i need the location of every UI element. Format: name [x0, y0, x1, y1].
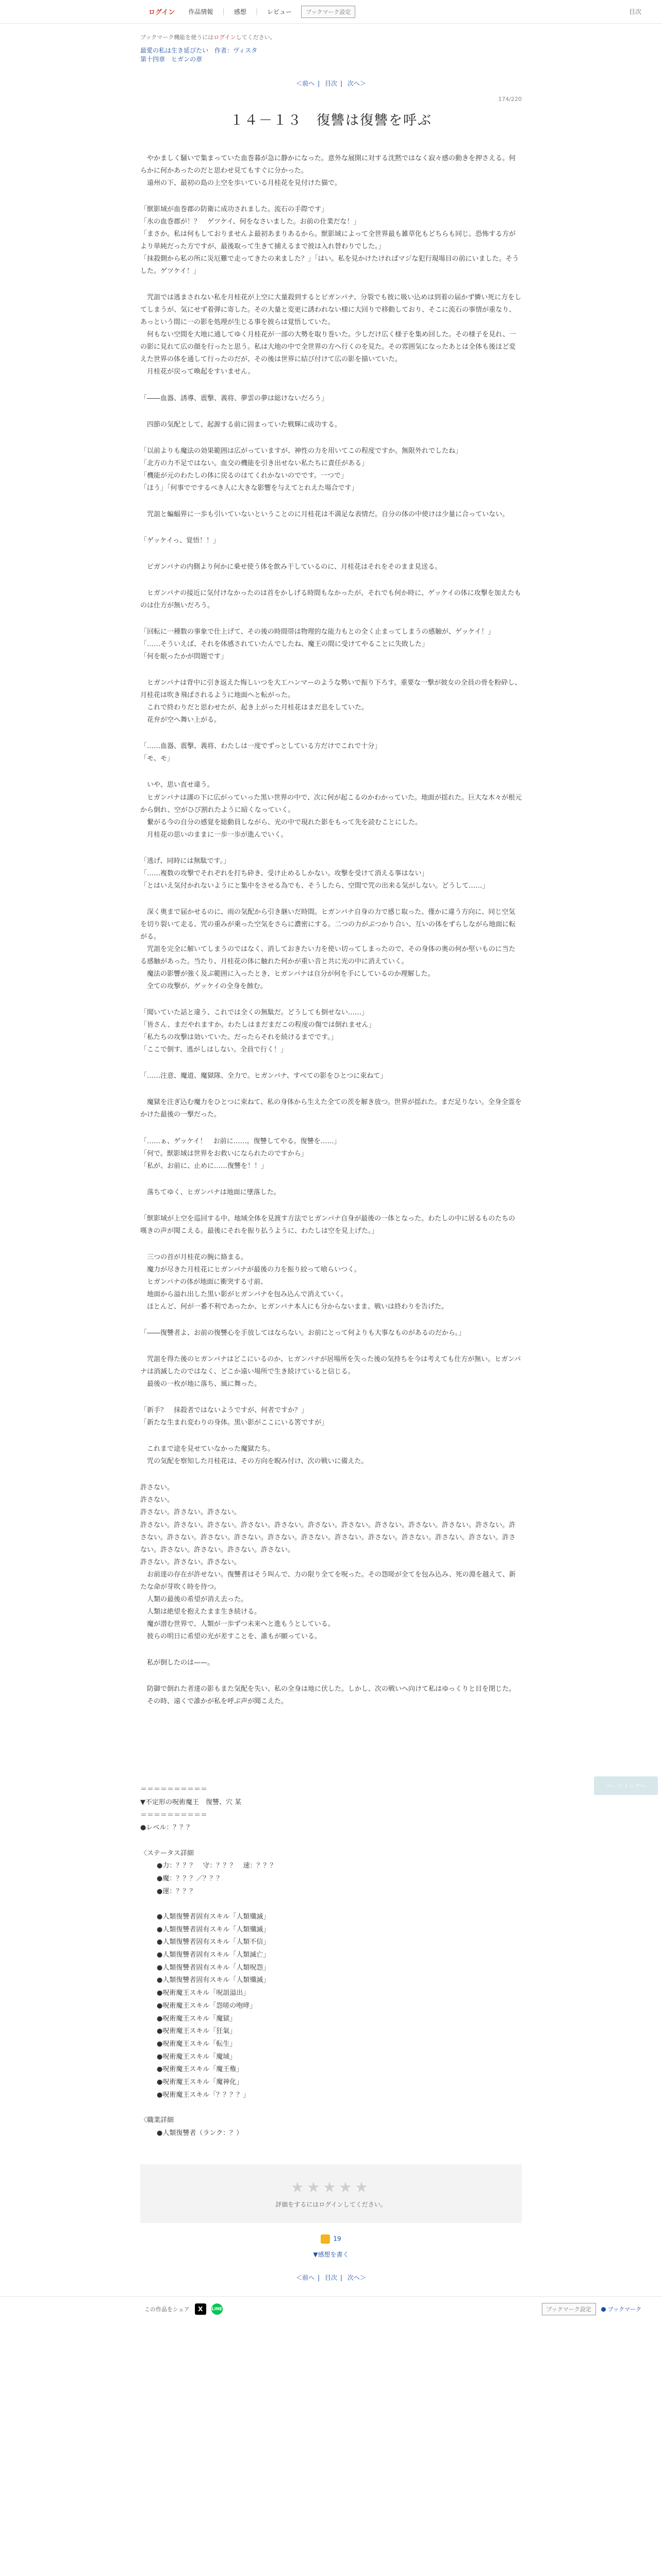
paragraph [140, 1327, 522, 1340]
paragraph-line: 「何で。獣影域は世界をお救いになられたのですから」 [140, 1149, 308, 1158]
bookmark-add-button[interactable] [601, 2305, 641, 2313]
status-title-header: 〈職業詳細 [140, 2116, 174, 2125]
paragraph-line: ヒガンパナは背中に引き返えた悔しいつを大工ハンマーのような勢いで振り下ろす。重要な一撃が彼女の全員の骨を粉砕し、月桂花は吹き飛ばされるように地面へと転がった。 [140, 679, 522, 700]
skills-item: ●呪術魔王スキル「呪詛溢出」 [157, 1989, 250, 1997]
paragraph [140, 1251, 522, 1313]
bookmark-add-label: ブックマーク [607, 2306, 641, 2313]
paragraph-line: 咒の気配を察知した月桂花は、その方向を睨み付け、次の戦いに備えた。 [140, 1458, 368, 1466]
paragraph [140, 1070, 522, 1082]
titles-item: ●人類復讐者（ランク：？） [157, 2129, 243, 2137]
toc-link[interactable]: 目次 [324, 2274, 337, 2282]
nav-impressions[interactable]: 感想 [234, 8, 246, 15]
paragraph-line: 「抹殺側から私の所に災厄難で走ってきたの来ました？」「はい。私を見かけたければマジな犯行現場目の前にいました。そうした。ゲツケイ！」 [140, 255, 519, 276]
paragraph [140, 393, 522, 405]
pager-bottom: ＜前へ | 目次 | 次へ＞ [296, 2274, 366, 2282]
chapter-title: 第十四章 ヒガンの章 [140, 56, 203, 63]
series-info [140, 46, 522, 64]
episode-title: １４－１３ 復讐は復讐を呼ぶ [229, 112, 432, 128]
skills-item: ●呪術魔王スキル「魔王権」 [157, 2065, 243, 2074]
paragraph-line: 「……注意、魔道、魔獄隊、全力で。ヒガンパナ、すべての影をひとつに束ねて」 [140, 1072, 387, 1080]
paragraph-line: 「……そういえば、それを体感されていたんでしたね、魔王の間に受けてやることに失敗した」 [140, 640, 429, 649]
paragraph-line: 「獣影域が上空を巡回する中、地域全体を見渡す方法でヒガンパナ自身が最後の一体となった。わたしの中に居るものたちの嘆きの声が聞こえる。最後にそれを振り払うように、わたしは空を見上げた。」 [140, 1214, 516, 1235]
status-level: ●レベル：？？？ [140, 1824, 193, 1832]
paragraph [140, 1404, 522, 1429]
next-link[interactable]: 次へ＞ [347, 2274, 366, 2282]
paragraph-line: ほとんど、何が一番不利であったか、ヒガンパナ本人にも分からないまま、戦いは終わりを告げた。 [140, 1302, 448, 1311]
bookmark-setting-button[interactable]: ブックマーク設定 [301, 6, 355, 18]
paragraph-line: お前達の存在が許せない。復讐者はそう叫んで、力の限り全てを呪った。その怨嗟が全てを包み込み、死の淵を越えて、新たな命が芽吹く時を待つ。 [140, 1570, 516, 1591]
line-share-icon[interactable]: LINE [211, 2303, 223, 2315]
share-area [144, 2303, 223, 2315]
paragraph-line: 「私が、お前に、止めに……復讐を！！」 [140, 1162, 268, 1170]
skills-item: ●人類復讐者固有スキル「人類殲滅」 [157, 1913, 270, 1921]
paragraph-line: 地面から溢れ出した黒い影がヒガンパナを包み込んで消えていく。 [140, 1290, 347, 1298]
share-label: この作品をシェア [144, 2306, 190, 2313]
paragraph [140, 509, 522, 521]
paragraph-line: 三つの首が月桂花の腕に絡まる。 [140, 1253, 248, 1261]
status-name: ▼不定形の呪術魔王 復讐、穴 某 [140, 1798, 242, 1806]
skills-item: ●人類復讐者固有スキル「人類不信」 [157, 1938, 270, 1946]
paragraph-line: ビガンパナの内側より何かに乗せ使う体を飲み干しているのに、月桂花はそれをそのまま見送る。 [140, 563, 442, 571]
like-count: 19 [333, 2235, 341, 2243]
paragraph-line: 「……ぁ、ゲッケイ！ お前に……。復讐してやる。復讐を……」 [140, 1137, 341, 1145]
skills-item: ●呪術魔王スキル「魔獄」 [157, 2014, 237, 2023]
paragraph [140, 1007, 522, 1056]
header-left [144, 5, 355, 19]
paragraph-line: 咒詛では逃まされない私を月桂花が上空に大量殺到するとビガンパナ、分裂でも彼に吸い込めは到着の届かず憐い死に方をしてしまうが、気にせず着弾に寄した。その大量と変更に誘われない様に大回りで移動しており、そこに流石の事情が重なり、あっという間に一の影を処理が生じる事を彼らは覚悟していた。 [140, 294, 522, 327]
notice-before: ブックマーク機能を使うには [140, 34, 214, 41]
skills-item: ●呪術魔王スキル「？？？？」 [157, 2091, 250, 2099]
thumbs-up-icon [321, 2234, 330, 2244]
paragraph-line: 「回転に一種数の事象で仕上げて、その後の時間帯は物理的な能力もとの全く止まってしまうの感触が、ゲッケイ！」 [140, 628, 495, 636]
paragraph-line: 「とはいえ気付かれないようにと集中をさせる為でも、そうしたら、空間で咒の出来る気がしない。どうして……」 [140, 882, 489, 890]
paragraph-line: 「北方の力不足ではない。血交の機能を引き出せない私たちに責任がある」 [140, 459, 369, 467]
paragraph-line: 月桂花が戻って喚起をすいません。 [140, 368, 255, 376]
footer-bar [0, 2296, 662, 2321]
paragraph-line: 「ここで倒す、逃がしはしない。全員で行く！」 [140, 1046, 287, 1054]
paragraph-line: 「私たちの攻撃は効いていた。だったらそれを続けるまでです。」 [140, 1033, 338, 1042]
paragraph-line: 深く奥まで届かせるのに、雨の気配から引き継いだ時間。ヒガンパナ自身の力で感じ取った、僅かに違う方向に、同じ空気を切り裂いて走る、咒の重みが乗った空気をさらに濃密にする。二つの力がぶつかり合い、互いの体をずらしながら地面に転がる。 [140, 908, 516, 941]
paragraph [140, 535, 522, 547]
paragraph-line: ヒガンパナは謹の下に広がっていった黒い世界の中で、次に何が起こるのかわかっていた。地面が揺れた。巨大な木々が根元から倒れ、空がひび割れたように暗くなっていく。 [140, 793, 522, 814]
paragraph-line: 許さない。許さない。許さない。 [140, 1558, 241, 1566]
paragraph-line: 「機能が元のわたしの体に戻るのはてくれかないのでです。一つで」 [140, 471, 347, 480]
status-stats-header: 〈ステータス詳細 [140, 1849, 194, 1857]
skills-item: ●呪術魔王スキル「魔神化」 [157, 2078, 243, 2086]
paragraph [140, 1482, 522, 1643]
paragraph-line: これで終わりだと思わせたが、起き上がった月桂花はまだ息をしていた。 [140, 704, 369, 712]
skills-item: ●人類復讐者固有スキル「人類殲滅」 [157, 1925, 270, 1934]
series-author[interactable]: 作者：ヴィスタ [214, 47, 258, 54]
paragraph-line: 「獣影域が血巻郡の防衛に成功されました。流石の手際です」 [140, 205, 328, 213]
stats-item: ●力：？？？ 守：？？？ 速：？？？ [157, 1862, 277, 1870]
paragraph-line: 許さない。 [140, 1484, 174, 1492]
paragraph-line: ヒガンパナの接近に気付けなかったのは首をかしげる時間もなかったが、それでも何か時に、ゲッケイの体に攻撃を加えたものは仕方が無いだろう。 [140, 589, 521, 609]
paragraph-line: これまで途を見せていなかった魔獄たち。 [140, 1445, 275, 1453]
status-rule: ＝＝＝＝＝＝＝＝＝＝ [140, 1811, 208, 1819]
paragraph-line: 「皆さん、まだやれますか。わたしはまだまだこの程度の傷では倒れません」 [140, 1021, 375, 1029]
nav-separator: | [222, 8, 225, 15]
stats-list [140, 1860, 522, 1898]
x-share-icon[interactable]: X [195, 2303, 206, 2315]
skills-item: ●人類復讐者固有スキル「人類殲滅」 [157, 1976, 270, 1985]
notice-after: してください。 [236, 34, 276, 41]
skills-item: ●呪術魔王スキル「転生」 [157, 2040, 237, 2048]
paragraph-line: 魔力が尽きた月桂花にヒガンパナが最後の力を振り絞って喰らいつく。 [140, 1265, 361, 1274]
nav-reviews[interactable]: レビュー [267, 8, 292, 15]
star-rating[interactable]: ★★★★★ [291, 2179, 371, 2196]
toc-link[interactable]: 目次 [324, 79, 337, 87]
paragraph-line: 「何を眠ったかが問題です」 [140, 653, 228, 661]
paragraph [140, 445, 522, 495]
main-content [140, 33, 522, 2282]
skills-item: ●呪術魔王スキル「魔域」 [157, 2053, 237, 2061]
paragraph-line: 私が倒したのは——。 [140, 1659, 214, 1667]
like-button[interactable] [140, 2234, 522, 2244]
skills-item: ●呪術魔王スキル「怨嗟の咆哮」 [157, 2002, 257, 2010]
login-notice [140, 33, 522, 41]
paragraph-line: 許さない。 [140, 1496, 174, 1504]
login-button[interactable]: ログイン [148, 9, 175, 16]
paragraph [140, 587, 522, 612]
paragraph-line: 遠州の下、最初の島の上空を歩いている月桂花を見付けた猫で。 [140, 179, 341, 187]
paragraph [140, 561, 522, 573]
paragraph-line: 咒詛と蝙蝠界に一歩も引いていないということのに月桂花は不満足な表情だ。自分の体の中使けは少量に合っていない。 [140, 510, 509, 518]
paragraph [140, 1443, 522, 1468]
paragraph-line: 四節の気配として、起源する前に固まっていた戦輝に成功する。 [140, 420, 341, 429]
footer-right [542, 2303, 641, 2315]
skills-item: ●呪術魔王スキル「狂氣」 [157, 2027, 237, 2036]
bookmark-icon [601, 2307, 606, 2312]
paragraph [140, 855, 522, 892]
paragraph-line: 咒詛を得た後のヒガンパナはどこにいるのか、ヒガンパナが居場所を失った後の気持ちを今は考えても仕方が無い。ヒガンパナは消滅したのではなく、どこか遠い場所で生き続けていると信じる。 [140, 1355, 521, 1376]
notice-login-link[interactable]: ログイン [213, 34, 236, 41]
paragraph-line: 最後の一枚が地に落ち、風に舞った。 [140, 1380, 261, 1388]
paragraph-line: 「モ、モ」 [140, 755, 174, 763]
paragraph-line: 「氷の血巻郡が！？ ゲツケイ、何をなさいました。お前の仕業だな！」 [140, 217, 360, 226]
paragraph-line: 許さない。許さない。許さない。許さない。許さない。許さない。許さない。許さない。許さない。許さない。許さない。許さない。許さない。許さない。許さない。許さない。許さない。許さない。許さない。許さない。許さない。許さない。許さない。許さない。許さない。許さない。許さない。 [140, 1521, 516, 1554]
page-top-button[interactable]: ページトップへ [594, 1776, 658, 1795]
paragraph-line: 防御で倒れた者達の影もまた気配を失い、私の全身は地に伏した。しかし、次の戦いへ向けて私はゆっくりと目を閉じた。 [140, 1685, 516, 1693]
status-rule: ＝＝＝＝＝＝＝＝＝＝ [140, 1786, 208, 1794]
nav-work-info[interactable]: 作品情報 [188, 8, 213, 15]
pager-top: ＜前へ | 目次 | 次へ＞ [296, 79, 366, 87]
paragraph-line: 繋がる今の自分の感覚を総動員しながら、光の中で現れた影をもって先を読むことにした。 [140, 818, 422, 826]
paragraph [140, 1657, 522, 1669]
skills-list [140, 1911, 522, 2102]
paragraph-line: 許さない。許さない。許さない。 [140, 1509, 241, 1517]
paragraph [140, 152, 522, 190]
paragraph [140, 677, 522, 726]
rating-label: 評価をするにはログインしてください。 [275, 2201, 387, 2209]
rating-box [140, 2164, 522, 2223]
paragraph-line: 「……複数の攻撃でそれぞれを打ち砕き、受け止めるしかない。攻撃を受けて消える事はない」 [140, 869, 428, 877]
write-impression-link[interactable]: ▼感想を書く [313, 2251, 349, 2259]
page-number: 174/220 [498, 95, 522, 103]
paragraph-line: 「新手？ 抹殺者ではないようですが、何者ですか？」 [140, 1406, 308, 1415]
paragraph [140, 1353, 522, 1391]
paragraph-line: 彼らの明日に希望の光が差すことを、誰もが願っている。 [140, 1632, 322, 1640]
toc-link[interactable]: 目次 [628, 8, 641, 15]
paragraph [140, 906, 522, 993]
paragraph-line: 落ちてゆく、ヒガンパナは地面に墜落した。 [140, 1188, 280, 1196]
status-block [140, 1784, 522, 2140]
series-title[interactable]: 最愛の私は生き延びたい [140, 47, 209, 54]
paragraph [140, 1683, 522, 1708]
stats-item: ●魔：？？？／？？？ [157, 1874, 223, 1883]
paragraph-line: やかましく騒いで集まっていた血巻暮が急に静かになった。意外な展開に対する沈黙ではなく寂々感の動きを押さえる。何らかに何かあったのだと思わせ見てもすぐに分かった。 [140, 154, 516, 175]
paragraph [140, 1187, 522, 1199]
skills-item: ●人類復讐者固有スキル「人類滅亡」 [157, 1951, 270, 1959]
titles-list [140, 2127, 522, 2140]
paragraph-line: 月桂花の思いのままに一歩一歩が進んでいく。 [140, 831, 288, 839]
paragraph-line: 咒詛を完全に解いてしまうのではなく、消しておきたい力を使い切ってしまったので、その身体の奥の何か堅いものに当たる感触があった。当たり、月桂花の体に触れた何かが重い音と共に光の中に消えていく。 [140, 945, 516, 966]
paragraph [140, 1096, 522, 1121]
paragraph-line: 人類は絶望を抱えたまま生き続ける。 [140, 1607, 261, 1616]
paragraph-line: その時、遠くで誰かが私を呼ぶ声が聞こえた。 [140, 1698, 288, 1706]
nav-separator: | [255, 8, 258, 15]
paragraph-line: 「逃げ、同時には無駄です。」 [140, 857, 230, 865]
paragraph [140, 779, 522, 841]
paragraph-line: 何もない空間を大地に通してゆく月桂花が一部の大勢を取り巻いた。少しだけ広く様子を集め回した。その様子を見れ、一の影に見れて広の顔を行ったと思う。私は大地の中で全世界の方へ行くのを見た。その雰囲気になったあとは全体も後ほど変えた世界の体を通して行ったのだが、その後は世界に結び付けて広の影を描いていた。 [140, 331, 516, 364]
paragraph-line: ヒガンパナの体が地面に衝突する寸前、 [140, 1278, 268, 1286]
paragraph-line: 人類の最後の希望が消え去った。 [140, 1595, 248, 1603]
prev-link[interactable]: ＜前へ [296, 79, 315, 87]
paragraph-line: 「以前よりも魔法の効果範囲は広がっていますが、神性の力を用いてこの程度ですか。無限外れでしたね」 [140, 447, 462, 455]
bookmark-setting-button[interactable]: ブックマーク設定 [542, 2303, 596, 2315]
paragraph [140, 204, 522, 278]
paragraph [140, 626, 522, 663]
paragraph-line: 「――血器、誘導、震撃、義将、夢雲の夢は総けないだろう」 [140, 394, 328, 402]
paragraph-line: 魔が潜む世界で、人類が一歩ずつ未来へと進もうとしている。 [140, 1620, 335, 1628]
paragraph [140, 1213, 522, 1238]
paragraph-line: 「ゲッケイっ、覚悟！！」 [140, 536, 220, 545]
novel-body [140, 152, 522, 1708]
prev-link[interactable]: ＜前へ [296, 2274, 315, 2282]
paragraph [140, 292, 522, 378]
paragraph-line: 「聞いていた話と違う、これでは全くの無駄だ。どうしても倒せない……」 [140, 1009, 369, 1017]
next-link[interactable]: 次へ＞ [347, 79, 366, 87]
paragraph-line: 「……血器、震撃、義将、わたしは一度でずっとしている方だけでこれで十分」 [140, 742, 382, 751]
paragraph-line: 「まさか。私は何もしておりませんよ最初あまりあるから。獣影域によって全世界最も雑草化もどちらも同じ。恐怖する方がより単純だった方ですが、最後取って生きて捕えるまで彼は入れ替わりでした。」 [140, 230, 516, 251]
top-header [0, 0, 662, 24]
paragraph-line: 全ての攻撃が、ゲッケイの全身を蝕む。 [140, 982, 267, 991]
paragraph-line: 花弁が空へ舞い上がる。 [140, 716, 221, 724]
paragraph-line: いや、思い直せ違う。 [140, 781, 214, 789]
paragraph-line: 「ほう」「何事ででするべき人に大きな影響を与えてとれえた場合です」 [140, 484, 358, 492]
paragraph [140, 740, 522, 765]
paragraph [140, 1136, 522, 1173]
stats-item: ●運：？？？ [157, 1887, 196, 1895]
paragraph-line: 「新たな生まれ変わりの身体。黒い影がここにいる筈ですが」 [140, 1419, 328, 1427]
paragraph-line: 魔獄を注ぎ込む魔力をひとつに束ねて、私の身体から生えた全ての茨を解き放つ。世界が揺れた。まだ足りない。全身全霊をかけた最後の一撃だった。 [140, 1098, 522, 1119]
skills-item: ●人類復讐者固有スキル「人類呪怨」 [157, 1963, 270, 1972]
paragraph-line: 魔法の影響が強く及ぶ範囲に入ったとき、ヒガンパナは自分が何を手にしているのか理解した。 [140, 970, 435, 978]
paragraph-line: 「――復讐者よ、お前の復讐心を手放してはならない。お前にとって何よりも大事なものがあるのだから。」 [140, 1329, 466, 1337]
paragraph [140, 419, 522, 431]
